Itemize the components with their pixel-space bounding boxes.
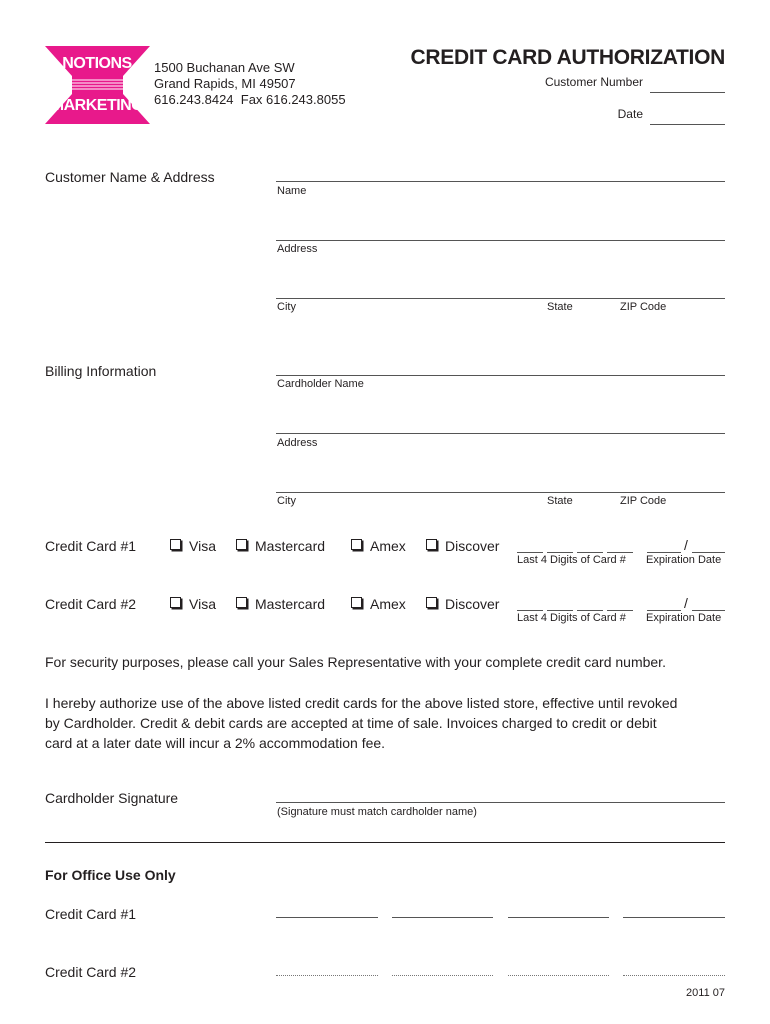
card1-digit-blank-1[interactable] (517, 552, 543, 553)
card1-mastercard-option[interactable]: Mastercard (236, 538, 325, 554)
card2-exp-slash: / (684, 595, 688, 611)
billing-state-label: State (547, 495, 573, 507)
card1-digit-blank-2[interactable] (547, 552, 573, 553)
company-address (154, 60, 346, 108)
checkbox-icon[interactable] (426, 539, 437, 550)
notions-marketing-logo (45, 46, 150, 124)
billing-address-field[interactable] (276, 433, 725, 434)
billing-city-label: City (277, 495, 296, 507)
security-notice: For security purposes, please call your Sales Representative with your complete credit card number. (45, 654, 666, 670)
signature-field[interactable] (276, 802, 725, 803)
card1-digit-blank-3[interactable] (577, 552, 603, 553)
customer-state-label: State (547, 301, 573, 313)
office-card1-field-4[interactable] (623, 917, 725, 918)
card1-amex-option[interactable]: Amex (351, 538, 406, 554)
checkbox-icon[interactable] (236, 539, 247, 550)
card2-amex-option[interactable]: Amex (351, 596, 406, 612)
authorization-line-3: card at a later date will incur a 2% accommodation fee. (45, 735, 386, 751)
card2-digit-blank-1[interactable] (517, 610, 543, 611)
card1-digit-blank-4[interactable] (607, 552, 633, 553)
office-use-heading: For Office Use Only (45, 867, 176, 883)
company-phone: 616.243.8424 Fax 616.243.8055 (154, 92, 346, 107)
office-card1-field-1[interactable] (276, 917, 378, 918)
checkbox-icon[interactable] (170, 539, 181, 550)
customer-section-label: Customer Name & Address (45, 169, 215, 185)
form-title: CREDIT CARD AUTHORIZATION (410, 46, 725, 69)
card2-visa-option[interactable]: Visa (170, 596, 216, 612)
card2-discover-option[interactable]: Discover (426, 596, 499, 612)
credit-card-2-label: Credit Card #2 (45, 596, 137, 612)
card2-mastercard-option[interactable]: Mastercard (236, 596, 325, 612)
card2-exp-month-blank[interactable] (647, 610, 681, 611)
office-card2-field-1[interactable] (276, 975, 378, 976)
authorization-line-1: I hereby authorize use of the above listed credit cards for the above listed store, effective until revoked (45, 695, 678, 711)
card1-exp-month-blank[interactable] (647, 552, 681, 553)
company-street: 1500 Buchanan Ave SW (154, 60, 295, 75)
office-card-2-label: Credit Card #2 (45, 964, 137, 980)
card1-expiration-label: Expiration Date (646, 554, 722, 566)
authorization-line-2: by Cardholder. Credit & debit cards are accepted at time of sale. Invoices charged to credit or debit (45, 715, 657, 731)
card2-digit-blank-2[interactable] (547, 610, 573, 611)
billing-address-label: Address (277, 437, 318, 449)
customer-address-field[interactable] (276, 240, 725, 241)
card1-discover-option[interactable]: Discover (426, 538, 499, 554)
logo-bottom-word: MARKETING (50, 97, 144, 114)
billing-section-label: Billing Information (45, 363, 157, 379)
customer-city-label: City (277, 301, 296, 313)
signature-label: Cardholder Signature (45, 790, 179, 806)
date-field[interactable] (650, 124, 725, 125)
customer-name-label: Name (277, 185, 307, 197)
signature-note: (Signature must match cardholder name) (277, 806, 477, 818)
card1-visa-option[interactable]: Visa (170, 538, 216, 554)
card2-digit-blank-4[interactable] (607, 610, 633, 611)
office-card2-field-4[interactable] (623, 975, 725, 976)
card2-expiration-label: Expiration Date (646, 612, 722, 624)
credit-card-1-label: Credit Card #1 (45, 538, 137, 554)
card1-exp-slash: / (684, 537, 688, 553)
office-card2-field-2[interactable] (392, 975, 493, 976)
customer-name-field[interactable] (276, 181, 725, 182)
office-card1-field-2[interactable] (392, 917, 493, 918)
customer-number-label: Customer Number (544, 75, 643, 89)
office-card2-field-3[interactable] (508, 975, 609, 976)
customer-zip-label: ZIP Code (620, 301, 667, 313)
billing-city-state-zip-field[interactable] (276, 492, 725, 493)
company-city: Grand Rapids, MI 49507 (154, 76, 296, 91)
card2-exp-year-blank[interactable] (692, 610, 725, 611)
customer-number-field[interactable] (650, 92, 725, 93)
card2-digit-blank-3[interactable] (577, 610, 603, 611)
checkbox-icon[interactable] (351, 539, 362, 550)
authorization-statement (45, 693, 677, 753)
revision-code: 2011 07 (686, 987, 725, 999)
billing-zip-label: ZIP Code (620, 495, 667, 507)
office-card1-field-3[interactable] (508, 917, 609, 918)
card1-last4-label: Last 4 Digits of Card # (517, 554, 626, 566)
date-label: Date (617, 107, 643, 121)
logo-top-word: NOTIONS (62, 55, 132, 72)
office-divider (45, 842, 725, 843)
customer-address-label: Address (277, 243, 318, 255)
card2-last4-label: Last 4 Digits of Card # (517, 612, 626, 624)
cardholder-name-field[interactable] (276, 375, 725, 376)
checkbox-icon[interactable] (351, 597, 362, 608)
checkbox-icon[interactable] (170, 597, 181, 608)
customer-city-state-zip-field[interactable] (276, 298, 725, 299)
office-card-1-label: Credit Card #1 (45, 906, 137, 922)
card1-exp-year-blank[interactable] (692, 552, 725, 553)
checkbox-icon[interactable] (236, 597, 247, 608)
checkbox-icon[interactable] (426, 597, 437, 608)
cardholder-name-label: Cardholder Name (277, 378, 364, 390)
